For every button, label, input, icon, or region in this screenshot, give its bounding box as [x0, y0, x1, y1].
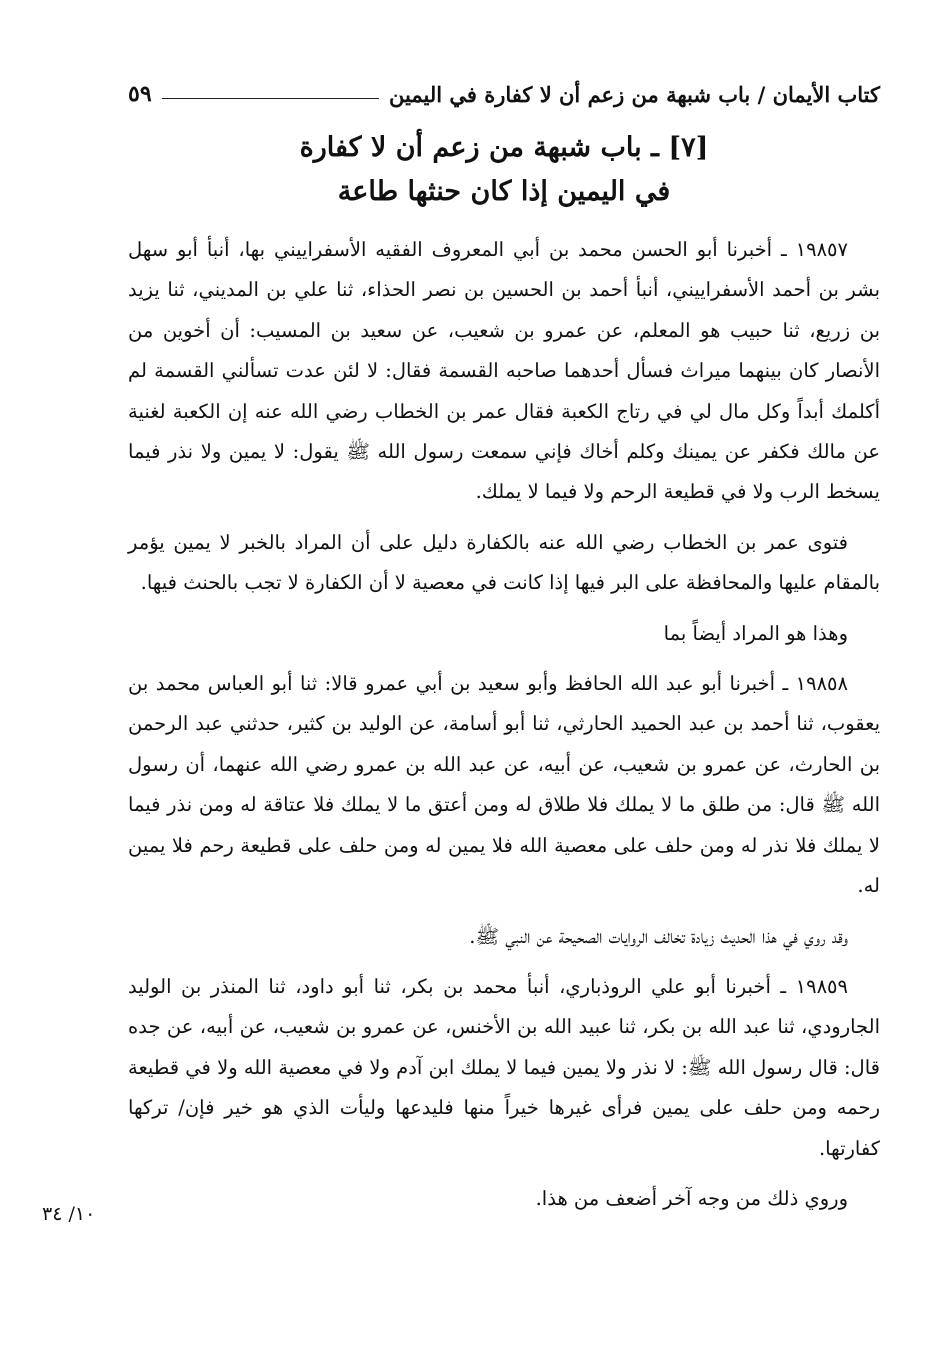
chapter-heading — [128, 126, 880, 214]
note-paragraph: وقد روي في هذا الحديث زيادة تخالف الروايات الصحيحة عن النبي ﷺ. — [469, 924, 848, 948]
margin-reference: ١٠/ ٣٤ — [42, 1203, 96, 1225]
transition-paragraph: وهذا هو المراد أيضاً بما — [663, 621, 848, 645]
running-title: كتاب الأيمان / باب شبهة من زعم أن لا كفارة في اليمين — [389, 81, 880, 107]
hadith-19858: ١٩٨٥٨ ـ أخبرنا أبو عبد الله الحافظ وأبو سعيد بن أبي عمرو قالا: ثنا أبو العباس محمد بن يعقوب، ثنا أحمد بن عبد الحميد الحارثي، ثنا أبو أسامة، عن الوليد بن كثير، حدثني عبد الرحمن بن الحارث، عن عمرو بن شعيب، عن أبيه، عن عبد الله بن عمرو رضي الله عنهما، أن رسول الله ﷺ قال: من طلق ما لا يملك فلا طلاق له ومن أعتق ما لا يملك فلا عتاقة له ومن نذر فيما لا يملك فلا نذر له ومن حلف على معصية الله فلا يمين له ومن حلف على قطيعة رحم فلا يمين له. — [128, 672, 880, 898]
hadith-19859: ١٩٨٥٩ ـ أخبرنا أبو علي الروذباري، أنبأ محمد بن بكر، ثنا أبو داود، ثنا المنذر بن الوليد الجارودي، ثنا عبد الله بن بكر، ثنا عبيد الله بن الأخنس، عن عمرو بن شعيب، عن أبيه، عن جده قال: قال رسول الله ﷺ: لا نذر ولا يمين فيما لا يملك ابن آدم ولا في معصية الله ولا في قطيعة رحمه ومن حلف على يمين فرأى غيرها خيراً منها فليدعها وليأت الذي هو خير فإن/ تركها كفارتها. — [128, 974, 880, 1160]
closing-paragraph: وروي ذلك من وجه آخر أضعف من هذا. — [535, 1186, 848, 1210]
chapter-title-line-2: في اليمين إذا كان حنثها طاعة — [337, 176, 671, 207]
hadith-19857: ١٩٨٥٧ ـ أخبرنا أبو الحسن محمد بن أبي المعروف الفقيه الأسفراييني بها، أنبأ أبو سهل بشر بن أحمد الأسفراييني، أنبأ أحمد بن الحسين بن نصر الحذاء، ثنا علي بن المديني، ثنا يزيد بن زريع، ثنا حبيب هو المعلم، عن عمرو بن شعيب، عن سعيد بن المسيب: أن أخوين من الأنصار كان بينهما ميراث فسأل أحدهما صاحبه القسمة فقال: لا لئن عدت تسألني القسمة لم أكلمك أبداً وكل مال لي في رتاج الكعبة فقال عمر بن الخطاب رضي الله عنه إن الكعبة لغنية عن مالك فكفر عن يمينك وكلم أخاك فإني سمعت رسول الله ﷺ يقول: لا يمين ولا نذر فيما يسخط الرب ولا في قطيعة الرحم ولا فيما لا يملك. — [128, 238, 880, 504]
header-rule — [162, 98, 379, 99]
page-number: ٥٩ — [128, 81, 152, 107]
running-header — [128, 74, 880, 114]
body-text — [128, 230, 880, 1229]
chapter-title-line-1: [٧] ـ باب شبهة من زعم أن لا كفارة — [299, 132, 709, 163]
commentary-paragraph: فتوى عمر بن الخطاب رضي الله عنه بالكفارة دليل على أن المراد بالخبر لا يمين يؤمر بالمقام عليها والمحافظة على البر فيها إذا كانت في معصية لا أن الكفارة لا تجب بالحنث فيها. — [128, 530, 880, 595]
